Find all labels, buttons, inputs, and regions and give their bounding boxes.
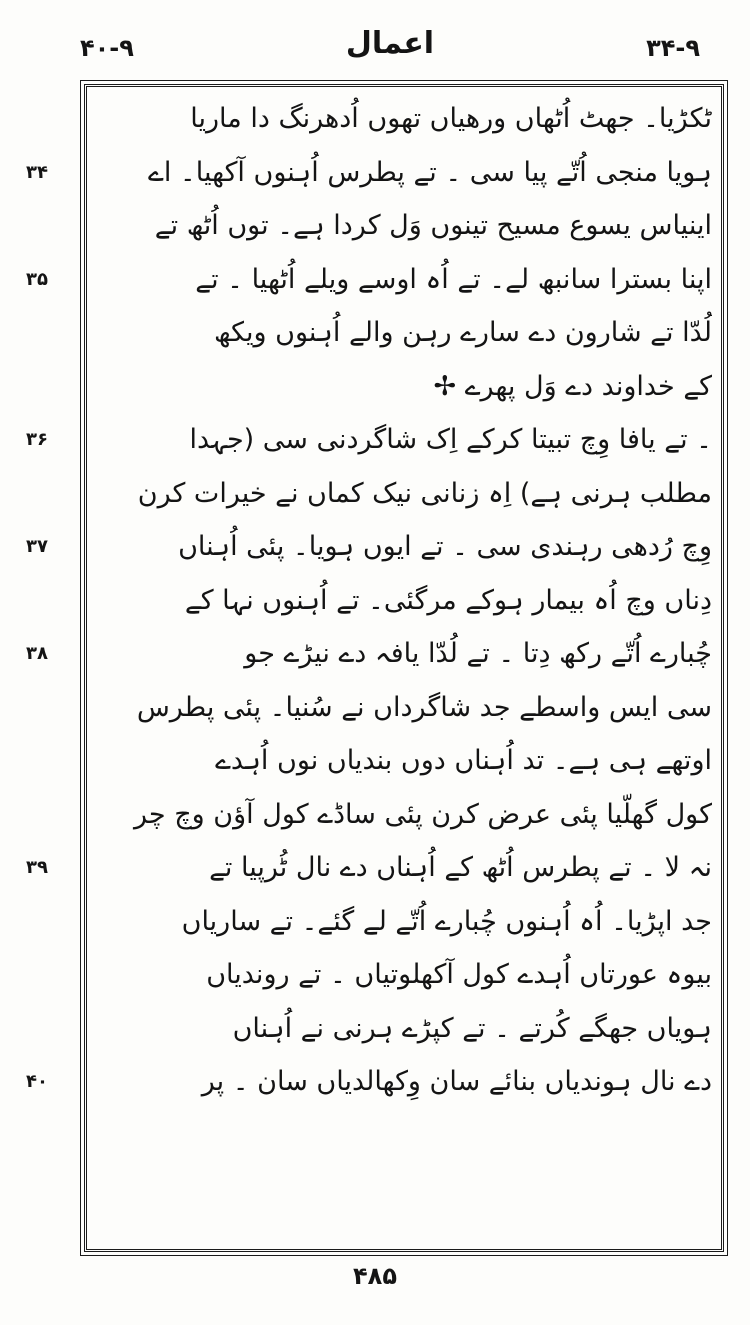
text-line: ۔ تے یافا وِچ تبیتا کرکے اِک شاگردنی سی (جہدا [189,424,712,455]
header-chapter-range-left: ۴۰-۹ [80,34,134,62]
text-line: ہویاں جھگے کُرتے ۔ تے کپڑے ہرنی نے اُہناں [232,1012,712,1044]
verse-number: ۳۷ [26,536,48,557]
text-line: نہ لا ۔ تے پطرس اُٹھ کے اُہناں دے نال ٹُرپیا تے [209,852,712,883]
text-line: کول گھلّیا پئی عرض کرن پئی ساڈے کول آؤن وچ چر [134,798,712,830]
text-line: اپنا بسترا سانبھ لے۔ تے اُہ اوسے ویلے اُٹھیا ۔ تے [195,263,712,295]
text-line: ٹکڑیا۔ جھٹ اُٹھاں ورھیاں تھوں اُدھرنگ دا ماریا [190,103,712,134]
text-line: اوتھے ہی ہے۔ تد اُہناں دوں بندیاں نوں اُہدے [215,745,712,776]
text-line: جد اپڑیا۔ اُہ اُہنوں چُبارے اُتّے لے گئے۔ تے ساریاں [181,905,712,937]
text-line: لُدّا تے شارون دے سارے رہن والے اُہنوں ویکھ [214,317,712,348]
header-chapter-range-right: ۳۴-۹ [646,34,700,62]
text-line: اینیاس یسوع مسیح تینوں وَل کردا ہے۔ توں اُٹھ تے [154,210,712,241]
book-title: اعمال [345,26,435,61]
verse-number: ۳۴ [26,161,48,183]
verse-number: ۳۶ [26,429,48,450]
text-line: کے خداوند دے وَل پھرے ✢ [433,370,712,402]
verse-number: ۳۹ [26,857,48,878]
text-column [96,92,712,1109]
page-number: ۴۸۵ [353,1262,397,1290]
verse-number: ۳۵ [26,268,48,290]
page-header [70,24,710,72]
text-line: بیوہ عورتاں اُہدے کول آکھلوتیاں ۔ تے روندیاں [206,959,712,990]
text-line: ہویا منجی اُتّے پیا سی ۔ تے پطرس اُہنوں آکھیا۔ اے [148,156,712,188]
verse-number: ۴۰ [26,1071,48,1092]
text-line: مطلب ہرنی ہے) اِہ زنانی نیک کماں نے خیرات کرن [137,477,712,509]
text-line: دِناں وچ اُہ بیمار ہوکے مرگئی۔ تے اُہنوں نہا کے [184,584,712,616]
text-line: وِچ رُدھی رہندی سی ۔ تے ایوں ہویا۔ پئی اُہناں [178,531,712,562]
text-line: چُبارے اُتّے رکھ دِتا ۔ تے لُدّا یافہ دے نیڑے جو [244,638,712,669]
text-line: دے نال ہوندیاں بنائے سان وِکھالدیاں سان ۔ پر [201,1066,712,1097]
text-line: سی ایس واسطے جد شاگرداں نے سُنیا۔ پئی پطرس [136,691,712,723]
verse-number: ۳۸ [26,643,48,664]
